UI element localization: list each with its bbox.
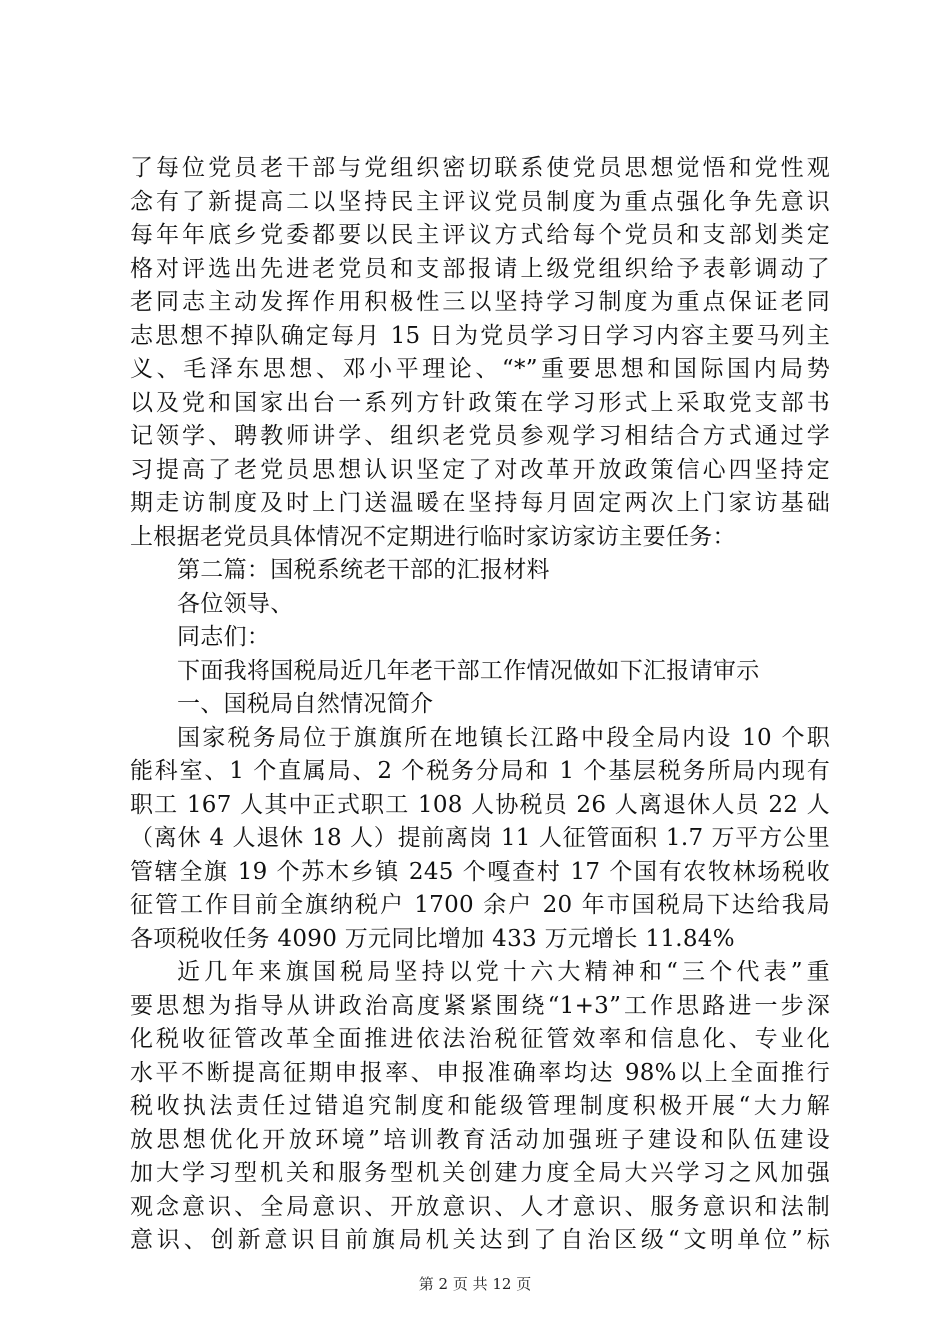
- text-line: 国家税务局位于旗旗所在地镇长江路中段全局内设 10 个职: [177, 724, 830, 751]
- salutation: 同志们：: [177, 624, 271, 650]
- text-line: 志思想不掉队确定每月 15 日为党员学习日学习内容主要马列主: [130, 322, 830, 349]
- text-line: 税收执法责任过错追究制度和能级管理制度积极开展“大力解: [130, 1093, 830, 1119]
- text-line: 管辖全旗 19 个苏木乡镇 245 个嘎查村 17 个国有农牧林场税收: [130, 858, 830, 885]
- text-line: 放思想优化开放环境”培训教育活动加强班子建设和队伍建设: [130, 1126, 830, 1153]
- text-line: 要思想为指导从讲政治高度紧紧围绕“1+3”工作思路进一步深: [130, 992, 830, 1019]
- text-line: 加大学习型机关和服务型机关创建力度全局大兴学习之风加强: [130, 1160, 830, 1186]
- text-line: 以及党和国家出台一系列方针政策在学习形式上采取党支部书: [130, 389, 830, 416]
- text-line: 能科室、1 个直属局、2 个税务分局和 1 个基层税务所局内现有: [130, 758, 830, 784]
- text-line: 记领学、聘教师讲学、组织老党员参观学习相结合方式通过学: [130, 423, 830, 449]
- text-line: 格对评选出先进老党员和支部报请上级党组织给予表彰调动了: [130, 255, 830, 282]
- subsection-heading: 一、国税局自然情况简介: [177, 691, 434, 717]
- text-line: 征管工作目前全旗纳税户 1700 余户 20 年市国税局下达给我局: [130, 892, 830, 918]
- text-line: 水平不断提高征期申报率、申报准确率均达 98%以上全面推行: [130, 1059, 830, 1086]
- text-line: 念有了新提高二以坚持民主评议党员制度为重点强化争先意识: [130, 188, 830, 215]
- text-line: 观念意识、全局意识、开放意识、人才意识、服务意识和法制: [130, 1193, 830, 1220]
- page-number-footer: 第 2 页 共 12 页: [418, 1275, 532, 1293]
- text-line: 期走访制度及时上门送温暖在坚持每月固定两次上门家访基础: [130, 490, 830, 516]
- text-line: （离休 4 人退休 18 人）提前离岗 11 人征管面积 1.7 万平方公里: [130, 825, 830, 851]
- text-line: 各项税收任务 4090 万元同比增加 433 万元增长 11.84%: [130, 925, 735, 952]
- text-line: 意识、创新意识目前旗局机关达到了自治区级“文明单位”标: [130, 1227, 830, 1253]
- text-line: 义、毛泽东思想、邓小平理论、“*”重要思想和国际国内局势: [130, 356, 830, 382]
- text-line: 了每位党员老干部与党组织密切联系使党员思想觉悟和党性观: [130, 155, 830, 181]
- text-line: 近几年来旗国税局坚持以党十六大精神和“三个代表”重: [177, 959, 830, 985]
- document-body: [130, 152, 830, 1258]
- section-heading: 第二篇：国税系统老干部的汇报材料: [177, 557, 550, 583]
- text-line: 老同志主动发挥作用积极性三以坚持学习制度为重点保证老同: [130, 289, 830, 315]
- text-line: 下面我将国税局近几年老干部工作情况做如下汇报请审示: [177, 657, 760, 684]
- text-line: 职工 167 人其中正式职工 108 人协税员 26 人离退休人员 22 人: [130, 791, 830, 818]
- text-line: 习提高了老党员思想认识坚定了对改革开放政策信心四坚持定: [130, 456, 830, 483]
- text-line: 上根据老党员具体情况不定期进行临时家访家访主要任务：: [130, 523, 736, 550]
- text-line: 化税收征管改革全面推进依法治税征管效率和信息化、专业化: [130, 1026, 830, 1052]
- salutation: 各位领导、: [177, 590, 294, 617]
- text-line: 每年年底乡党委都要以民主评议方式给每个党员和支部划类定: [130, 222, 830, 248]
